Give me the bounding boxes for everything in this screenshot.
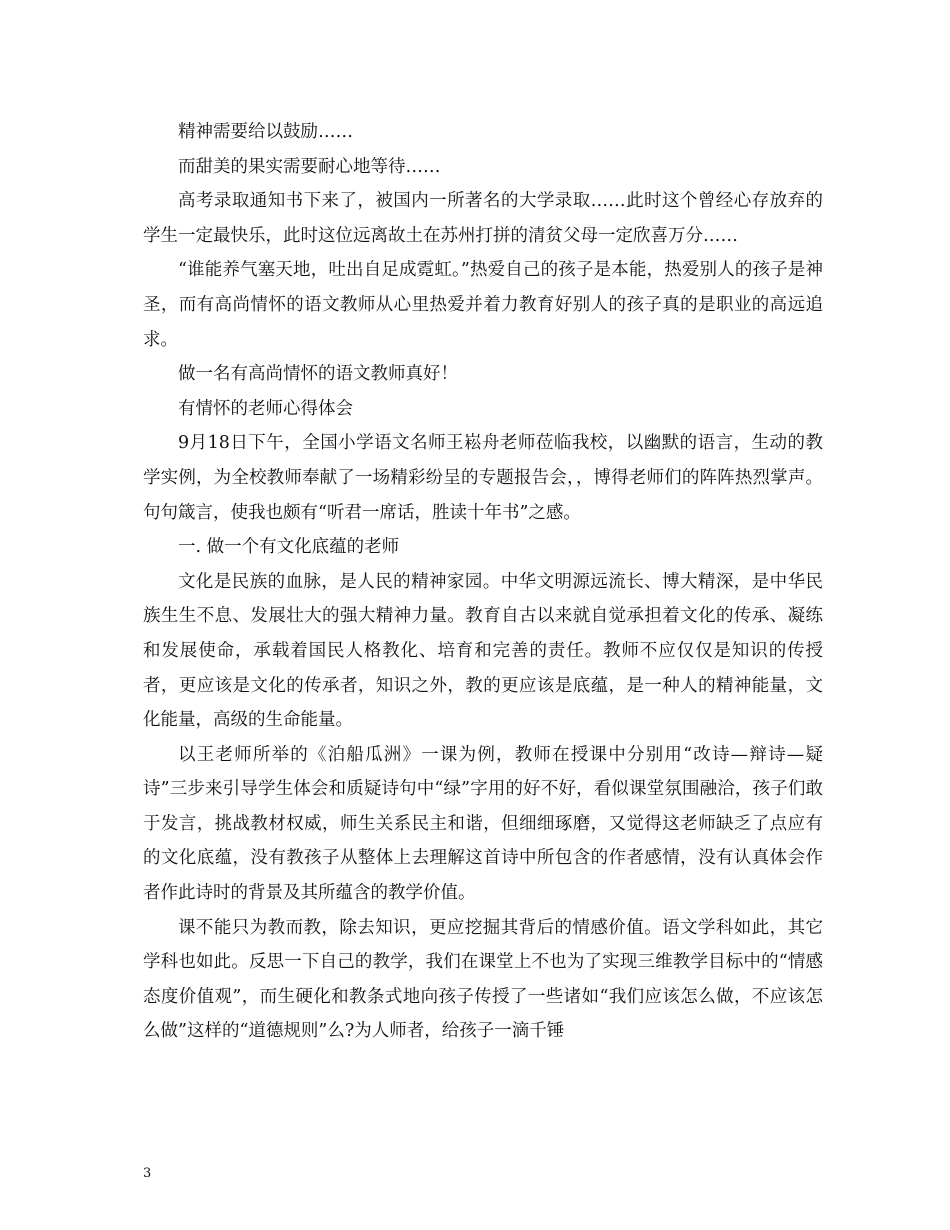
document-body [143, 115, 823, 1049]
paragraph: “谁能养气塞天地，吐出自足成霓虹。”热爱自己的孩子是本能，热爱别人的孩子是神圣，而有高尚情怀的语文教师从心里热爱并着力教育好别人的孩子真的是职业的高远追求。 [143, 260, 823, 350]
paragraph: 而甜美的果实需要耐心地等待…… [178, 156, 441, 177]
subheading: 一. 做一个有文化底蕴的老师 [178, 537, 400, 558]
paragraph: 高考录取通知书下来了，被国内一所著名的大学录取……此时这个曾经心存放弃的学生一定最快乐，此时这位远离故土在苏州打拼的清贫父母一定欣喜万分…… [143, 191, 823, 246]
paragraph: 课不能只为教而教，除去知识，更应挖掘其背后的情感价值。语文学科如此，其它学科也如此。反思一下自己的教学，我们在课堂上不也为了实现三维教学目标中的“情感态度价值观”，而生硬化和教条式地向孩子传授了一些诸如“我们应该怎么做，不应该怎么做”这样的“道德规则”么?为人师者，给孩子一滴千锤 [143, 917, 823, 1042]
paragraph: 以王老师所举的《泊船瓜洲》一课为例，教师在授课中分别用“改诗—辩诗—疑诗”三步来引导学生体会和质疑诗句中“绿”字用的好不好，看似课堂氛围融洽，孩子们敢于发言，挑战教材权威，师生关系民主和谐，但细细琢磨，又觉得这老师缺乏了点应有的文化底蕴，没有教孩子从整体上去理解这首诗中所包含的作者感情，没有认真体会作者作此诗时的背景及其所蕴含的教学价值。 [143, 744, 823, 904]
section-title: 有情怀的老师心得体会 [178, 398, 353, 419]
paragraph: 做一名有高尚情怀的语文教师真好！ [178, 364, 458, 385]
paragraph: 9月18日下午，全国小学语文名师王崧舟老师莅临我校，以幽默的语言，生动的教学实例，为全校教师奉献了一场精彩纷呈的专题报告会，，博得老师们的阵阵热烈掌声。句句箴言，使我也颇有“听君一席话，胜读十年书”之感。 [143, 433, 823, 523]
page-number: 3 [143, 1166, 152, 1181]
paragraph: 文化是民族的血脉，是人民的精神家园。中华文明源远流长、博大精深，是中华民族生生不息、发展壮大的强大精神力量。教育自古以来就自觉承担着文化的传承、凝练和发展使命，承载着国民人格教化、培育和完善的责任。教师不应仅仅是知识的传授者，更应该是文化的传承者，知识之外，教的更应该是底蕴，是一种人的精神能量，文化能量，高级的生命能量。 [143, 571, 823, 731]
paragraph: 精神需要给以鼓励…… [178, 122, 353, 142]
